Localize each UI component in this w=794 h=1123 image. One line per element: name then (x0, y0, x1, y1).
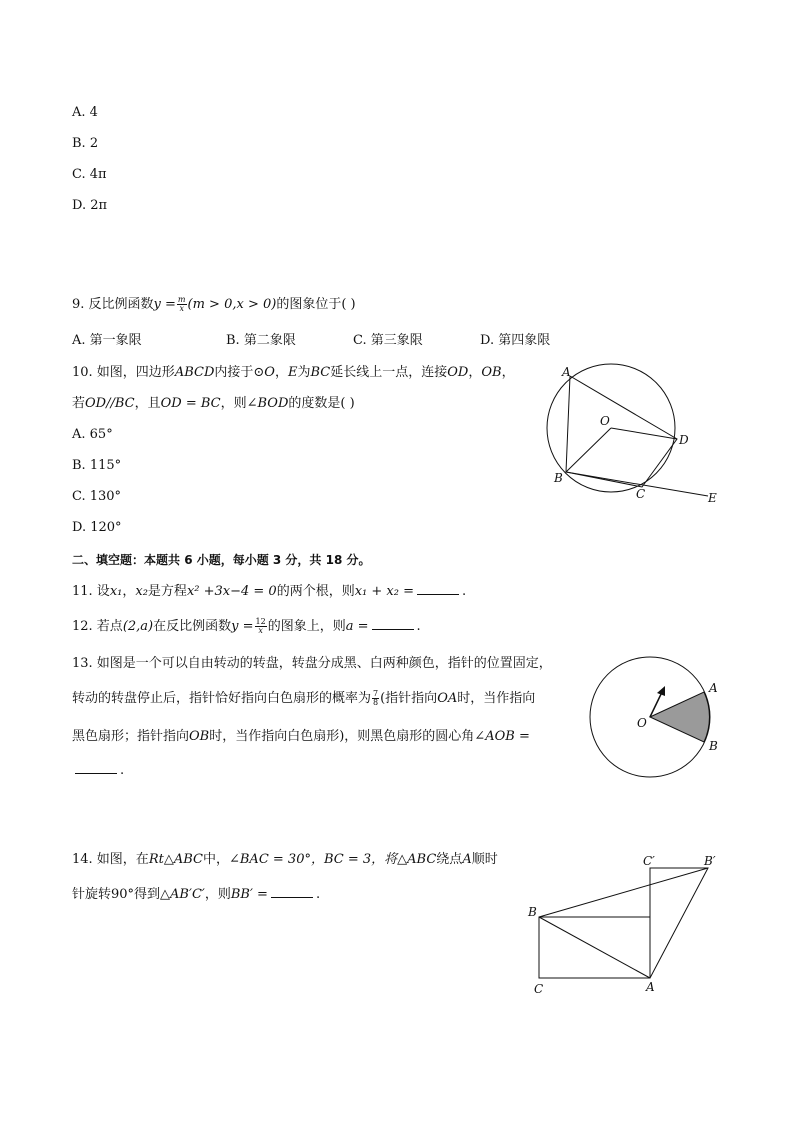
label-o: O (637, 716, 647, 730)
label-c: C (636, 487, 646, 501)
label-o: O (600, 414, 610, 428)
q12-answer-blank[interactable] (372, 617, 414, 630)
q11-answer-blank[interactable] (417, 582, 459, 595)
q10-stem-line1: 10. 如图，四边形ABCD内接于⊙O，E为BC延长线上一点，连接OD，OB， (72, 365, 515, 380)
label-b-prime: B′ (704, 854, 716, 868)
q10-option-c: C. 130° (72, 489, 122, 504)
q14-answer-blank[interactable] (271, 885, 313, 898)
q13-answer-blank[interactable] (75, 761, 117, 774)
label-b: B (554, 471, 563, 485)
q9-option-c: C. 第三象限 (353, 333, 423, 348)
q10-option-a: A. 65° (72, 427, 113, 442)
q13-stem-line2: 转动的转盘停止后，指针恰好指向白色扇形的概率为 $\frac{7}{8}$ (指针指向OA时，当作指向 (72, 689, 536, 707)
label-c-prime: C′ (643, 854, 655, 868)
label-d: D (679, 433, 689, 447)
q13-stem-line3: 黑色扇形；指针指向OB时，当作指向白色扇形)，则黑色扇形的圆心角∠AOB = (72, 729, 530, 744)
pointer-arrowhead-icon (657, 686, 665, 696)
q10-figure (540, 360, 730, 510)
label-c: C (534, 982, 544, 996)
label-a: A (562, 365, 571, 379)
q13-stem-line1: 13. 如图是一个可以自由转动的转盘，转盘分成黑、白两种颜色，指针的位置固定， (72, 656, 552, 671)
q9-option-d: D. 第四象限 (480, 333, 551, 348)
label-a: A (709, 681, 718, 695)
label-b: B (528, 905, 537, 919)
q10-stem-line2: 若OD//BC，且OD = BC，则∠BOD的度数是( ) (72, 396, 355, 411)
q8-option-c: C. 4π (72, 167, 107, 182)
q13-stem-line4: . (72, 761, 124, 780)
segment-ab (539, 917, 650, 978)
label-e: E (708, 491, 717, 505)
section2-header: 二、填空题：本题共 6 小题，每小题 3 分，共 18 分。 (72, 553, 371, 567)
q10-option-b: B. 115° (72, 458, 122, 473)
segment-bb2 (539, 868, 708, 917)
q13-spinner-figure (585, 652, 735, 782)
q8-option-a: A. 4 (72, 105, 98, 120)
q14-figure (522, 848, 727, 998)
q9-option-b: B. 第二象限 (226, 333, 296, 348)
q14-stem-line2: 针旋转90°得到△AB′C′，则BB′ = . (72, 887, 321, 902)
q10-option-d: D. 120° (72, 520, 122, 535)
q14-stem-line1: 14. 如图，在Rt△ABC中，∠BAC = 30°，BC = 3，将△ABC绕点A顺时 (72, 852, 498, 867)
label-b: B (709, 739, 718, 753)
q8-option-d: D. 2π (72, 198, 108, 213)
q8-option-b: B. 2 (72, 136, 99, 151)
segment-ob (566, 428, 611, 472)
q9-stem: 9. 反比例函数y = $\frac{m}{x}$ (m > 0,x > 0)的图象位于( ) (72, 295, 356, 313)
label-a: A (646, 980, 655, 994)
q11-stem: 11. 设x₁，x₂是方程x² +3x−4 = 0的两个根，则x₁ + x₂ = . (72, 584, 467, 599)
quadrilateral-abcd (566, 376, 677, 487)
q12-stem: 12. 若点(2,a)在反比例函数y = $\frac{12}{x}$ 的图象上，则a = . (72, 617, 421, 635)
triangle-ab2c2 (650, 868, 708, 978)
q9-option-a: A. 第一象限 (72, 333, 142, 348)
